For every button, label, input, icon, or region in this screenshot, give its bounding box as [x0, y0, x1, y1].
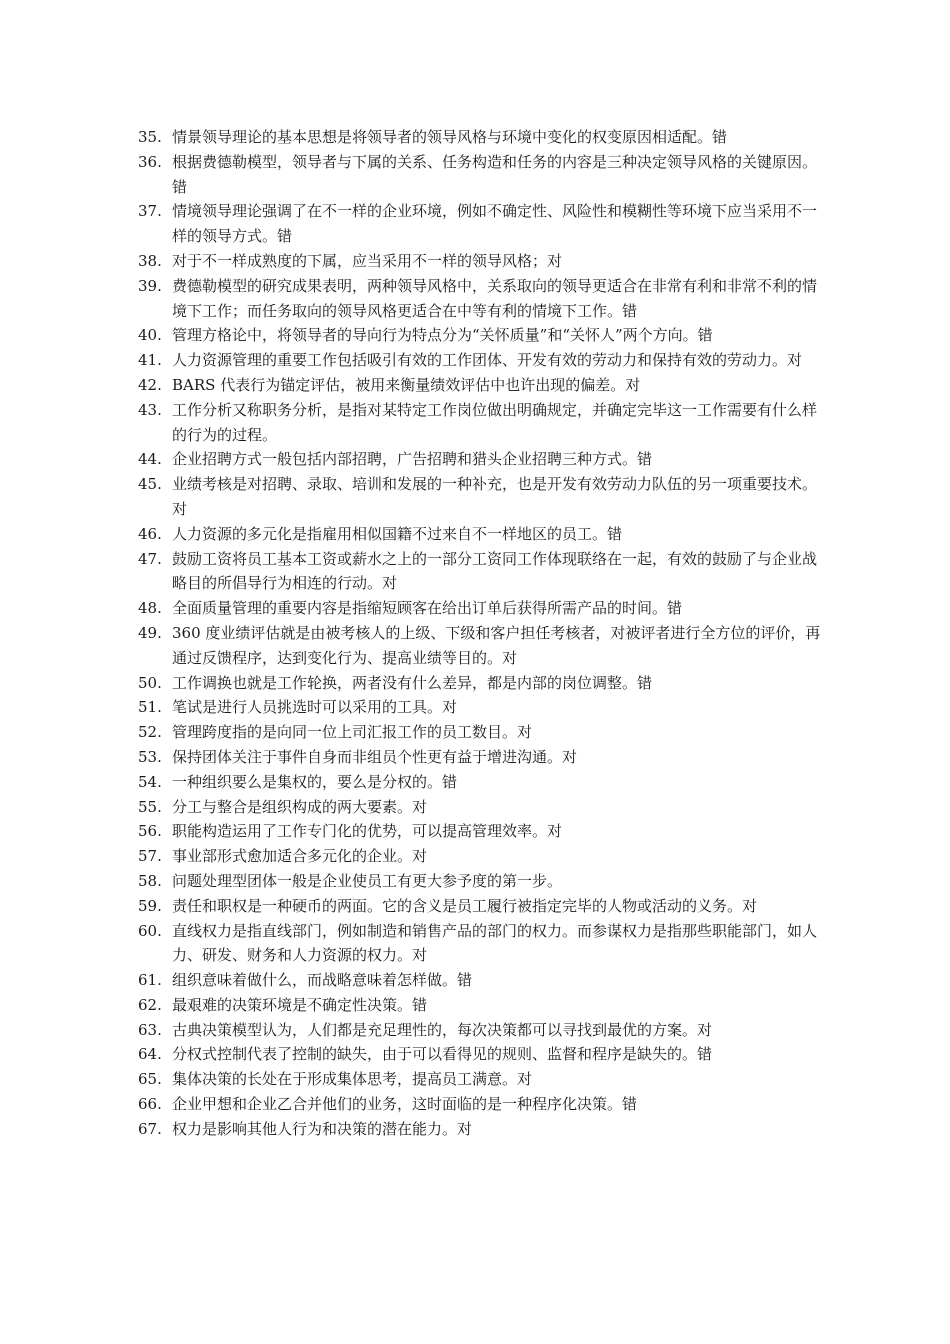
item-number: 40. — [138, 326, 162, 345]
item-text: 最艰难的决策环境是不确定性决策。错 — [172, 995, 428, 1014]
list-item — [138, 249, 828, 274]
list-item — [138, 671, 828, 696]
item-text: 事业部形式愈加适合多元化的企业。对 — [172, 847, 428, 866]
item-text: 费德勒模型的研究成果表明，两种领导风格中，关系取向的领导更适合在非常有利和非常不利的情境下工作；而任务取向的领导风格更适合在中等有利的情境下工作。错 — [172, 276, 818, 320]
list-item — [138, 150, 828, 200]
item-text: 组织意味着做什么，而战略意味着怎样做。错 — [172, 971, 473, 990]
item-number: 58. — [138, 871, 162, 890]
list-item — [138, 199, 828, 249]
list-item — [138, 745, 828, 770]
item-text: 权力是影响其他人行为和决策的潜在能力。对 — [172, 1119, 473, 1138]
item-text: 管理方格论中，将领导者的导向行为特点分为“关怀质量”和“关怀人”两个方向。错 — [172, 326, 713, 345]
item-number: 38. — [138, 251, 162, 270]
item-text: BARS 代表行为锚定评估，被用来衡量绩效评估中也许出现的偏差。对 — [172, 375, 641, 394]
item-number: 56. — [138, 822, 162, 841]
list-item — [138, 323, 828, 348]
item-text: 古典决策模型认为，人们都是充足理性的，每次决策都可以寻找到最优的方案。对 — [172, 1020, 713, 1039]
item-text: 保持团体关注于事件自身而非组员个性更有益于增进沟通。对 — [172, 747, 578, 766]
list-item — [138, 770, 828, 795]
item-text: 分工与整合是组织构成的两大要素。对 — [172, 797, 428, 816]
list-item — [138, 472, 828, 522]
list-item — [138, 1042, 828, 1067]
list-item — [138, 447, 828, 472]
item-text: 全面质量管理的重要内容是指缩短顾客在给出订单后获得所需产品的时间。错 — [172, 599, 683, 618]
item-text: 企业招聘方式一般包括内部招聘，广告招聘和猎头企业招聘三种方式。错 — [172, 450, 653, 469]
item-text: 工作分析又称职务分析，是指对某特定工作岗位做出明确规定，并确定完毕这一工作需要有什么样的行为的过程。 — [172, 400, 818, 444]
list-item — [138, 398, 828, 448]
item-number: 47. — [138, 549, 162, 568]
item-text: 情景领导理论的基本思想是将领导者的领导风格与环境中变化的权变原因相适配。错 — [172, 128, 728, 146]
list-item — [138, 844, 828, 869]
item-text: 职能构造运用了工作专门化的优势，可以提高管理效率。对 — [172, 822, 563, 841]
item-text: 360 度业绩评估就是由被考核人的上级、下级和客户担任考核者，对被评者进行全方位的评价，再通过反馈程序，达到变化行为、提高业绩等目的。对 — [172, 623, 821, 667]
list-item — [138, 795, 828, 820]
item-number: 57. — [138, 847, 162, 866]
item-text: 鼓励工资将员工基本工资或薪水之上的一部分工资同工作体现联络在一起，有效的鼓励了与企业战略目的所倡导行为相连的行动。对 — [172, 549, 818, 593]
item-text: 业绩考核是对招聘、录取、培训和发展的一种补充，也是开发有效劳动力队伍的另一项重要技术。对 — [172, 475, 818, 518]
item-number: 41. — [138, 351, 162, 370]
item-number: 63. — [138, 1020, 162, 1039]
list-item — [138, 547, 828, 597]
item-number: 67. — [138, 1119, 162, 1138]
item-text: 笔试是进行人员挑选时可以采用的工具。对 — [172, 698, 458, 717]
item-number: 53. — [138, 747, 162, 766]
item-number: 35. — [138, 128, 162, 146]
item-number: 60. — [138, 921, 162, 940]
item-number: 43. — [138, 400, 162, 419]
list-item — [138, 993, 828, 1018]
item-number: 61. — [138, 971, 162, 990]
item-text: 企业甲想和企业乙合并他们的业务，这时面临的是一种程序化决策。错 — [172, 1095, 638, 1114]
item-number: 48. — [138, 599, 162, 618]
list-item — [138, 348, 828, 373]
item-text: 管理跨度指的是向同一位上司汇报工作的员工数目。对 — [172, 723, 533, 742]
list-item — [138, 919, 828, 969]
list-item — [138, 894, 828, 919]
item-number: 50. — [138, 673, 162, 692]
item-text: 直线权力是指直线部门，例如制造和销售产品的部门的权力。而参谋权力是指那些职能部门，如人力、研发、财务和人力资源的权力。对 — [172, 921, 818, 965]
item-number: 59. — [138, 896, 162, 915]
item-number: 66. — [138, 1095, 162, 1114]
item-text: 对于不一样成熟度的下属，应当采用不一样的领导风格；对 — [172, 251, 563, 270]
list-item — [138, 621, 828, 671]
item-number: 65. — [138, 1070, 162, 1089]
item-text: 一种组织要么是集权的，要么是分权的。错 — [172, 772, 458, 791]
item-text: 根据费德勒模型，领导者与下属的关系、任务构造和任务的内容是三种决定领导风格的关键原因。错 — [172, 152, 818, 196]
list-item — [138, 968, 828, 993]
item-text: 工作调换也就是工作轮换，两者没有什么差异，都是内部的岗位调整。错 — [172, 673, 653, 692]
list-item — [138, 869, 828, 894]
item-number: 37. — [138, 202, 162, 221]
item-number: 44. — [138, 450, 162, 469]
item-number: 62. — [138, 995, 162, 1014]
item-number: 45. — [138, 475, 162, 494]
list-item — [138, 125, 828, 150]
list-item — [138, 1092, 828, 1117]
item-text: 人力资源的多元化是指雇用相似国籍不过来自不一样地区的员工。错 — [172, 524, 623, 543]
item-text: 责任和职权是一种硬币的两面。它的含义是员工履行被指定完毕的人物或活动的义务。对 — [172, 896, 758, 915]
item-number: 49. — [138, 623, 162, 642]
list-item — [138, 1018, 828, 1043]
list-item — [138, 274, 828, 324]
item-number: 52. — [138, 723, 162, 742]
list-item — [138, 373, 828, 398]
item-number: 55. — [138, 797, 162, 816]
list-item — [138, 1117, 828, 1142]
list-item — [138, 695, 828, 720]
item-number: 36. — [138, 152, 162, 171]
list-item — [138, 522, 828, 547]
question-list — [138, 125, 828, 1142]
list-item — [138, 1067, 828, 1092]
item-text: 分权式控制代表了控制的缺失，由于可以看得见的规则、监督和程序是缺失的。错 — [172, 1045, 713, 1064]
item-text: 集体决策的长处在于形成集体思考，提高员工满意。对 — [172, 1070, 533, 1089]
item-text: 情境领导理论强调了在不一样的企业环境，例如不确定性、风险性和模糊性等环境下应当采用不一样的领导方式。错 — [172, 202, 818, 246]
item-number: 51. — [138, 698, 162, 717]
list-item — [138, 596, 828, 621]
list-item — [138, 720, 828, 745]
item-number: 39. — [138, 276, 162, 295]
item-text: 问题处理型团体一般是企业使员工有更大参予度的第一步。 — [172, 871, 563, 890]
item-text: 人力资源管理的重要工作包括吸引有效的工作团体、开发有效的劳动力和保持有效的劳动力。对 — [172, 351, 803, 370]
item-number: 42. — [138, 375, 162, 394]
item-number: 46. — [138, 524, 162, 543]
list-item — [138, 819, 828, 844]
item-number: 54. — [138, 772, 162, 791]
item-number: 64. — [138, 1045, 162, 1064]
